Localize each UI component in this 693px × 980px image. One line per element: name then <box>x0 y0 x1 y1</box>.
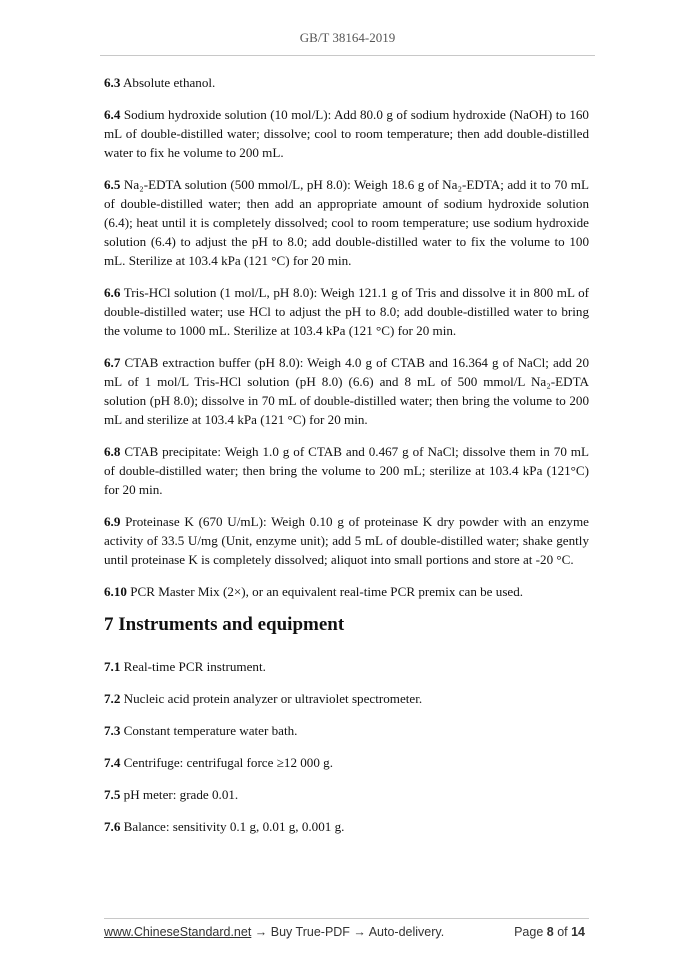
clause-text: Real-time PCR instrument. <box>123 659 266 674</box>
clause-text: CTAB extraction buffer (pH 8.0): Weigh 4.0 g of CTAB and 16.364 g of NaCl; add 20 mL of 1 mol/L Tris-HCl solution (pH 8.0) (6.6) and 8 mL of 500 mmol/L Na₂-EDTA solution (pH 8.0); dissolve in 70 mL of double-distilled water; then bring the volume to 200 mL and sterilize at 103.4 kPa (121 °C) for 20 min. <box>104 355 589 427</box>
clause-6-10 <box>104 582 589 601</box>
page-total: 14 <box>571 925 585 939</box>
site-link[interactable]: www.ChineseStandard.net <box>104 925 252 939</box>
clause-6-5 <box>104 175 589 270</box>
clause-number: 6.7 <box>104 355 121 370</box>
clause-text: Absolute ethanol. <box>122 75 216 90</box>
clause-number: 6.4 <box>104 107 121 122</box>
clause-7-5 <box>104 785 589 804</box>
clause-text: Centrifuge: centrifugal force ≥12 000 g. <box>123 755 333 770</box>
clause-number: 7.4 <box>104 755 121 770</box>
page-counter <box>514 925 585 939</box>
clause-text: Na₂-EDTA solution (500 mmol/L, pH 8.0): Weigh 18.6 g of Na₂-EDTA; add it to 70 mL of double-distilled water; then add an appropriate amount of sodium hydroxide solution (6.4); heat until it is completely dissolved; cool to room temperature; use sodium hydroxide solution (6.4) to adjust the pH to 8.0; add double-distilled water to fix the volume to 100 mL. Sterilize at 103.4 kPa (121 °C) for 20 min. <box>104 177 589 268</box>
clause-text: Proteinase K (670 U/mL): Weigh 0.10 g of proteinase K dry powder with an enzyme activity of 33.5 U/mg (Unit, enzyme unit); add 5 mL of double-distilled water; shake gently until proteinase K is completely dissolved; aliquot into small portions and store at -20 °C. <box>104 514 589 567</box>
clause-7-6 <box>104 817 589 836</box>
page-word: Page <box>514 925 547 939</box>
doc-id: GB/T 38164-2019 <box>299 30 396 45</box>
clause-number: 7.1 <box>104 659 121 674</box>
clause-text: PCR Master Mix (2×), or an equivalent real-time PCR premix can be used. <box>130 584 524 599</box>
footer-tagline: → Buy True-PDF → Auto-delivery. <box>251 925 445 939</box>
clause-6-3 <box>104 73 589 92</box>
clause-text: pH meter: grade 0.01. <box>123 787 239 802</box>
clause-text: Constant temperature water bath. <box>123 723 298 738</box>
section-heading: 7 Instruments and equipment <box>104 614 345 635</box>
clause-text: Tris-HCl solution (1 mol/L, pH 8.0): Weigh 121.1 g of Tris and dissolve it in 800 mL of double-distilled water; use HCl to adjust the pH to 8.0; add double-distilled water to bring the volume to 1000 mL. Sterilize at 103.4 kPa (121 °C) for 20 min. <box>104 285 589 338</box>
clause-number: 7.5 <box>104 787 121 802</box>
clause-6-4 <box>104 105 589 162</box>
page-number: 8 <box>546 925 554 939</box>
clause-number: 7.2 <box>104 691 121 706</box>
clause-6-7 <box>104 353 589 429</box>
clause-7-4 <box>104 753 589 772</box>
clause-text: Sodium hydroxide solution (10 mol/L): Add 80.0 g of sodium hydroxide (NaOH) to 160 mL of double-distilled water; dissolve; cool to room temperature; then add double-distilled water to fix he volume to 200 mL. <box>104 107 589 160</box>
clause-number: 6.5 <box>104 177 121 192</box>
of-word: of <box>553 925 572 939</box>
clause-number: 7.6 <box>104 819 121 834</box>
clause-6-6 <box>104 283 589 340</box>
page-footer <box>104 918 589 939</box>
clause-text: Nucleic acid protein analyzer or ultraviolet spectrometer. <box>123 691 423 706</box>
clause-6-8 <box>104 442 589 499</box>
page-content <box>104 73 589 849</box>
clause-7-2 <box>104 689 589 708</box>
clause-7-1 <box>104 657 589 676</box>
clause-number: 6.3 <box>104 75 121 90</box>
clause-text: Balance: sensitivity 0.1 g, 0.01 g, 0.001 g. <box>123 819 345 834</box>
clause-6-9 <box>104 512 589 569</box>
clause-number: 6.9 <box>104 514 121 529</box>
clause-number: 6.10 <box>104 584 127 599</box>
clause-number: 6.8 <box>104 444 121 459</box>
clause-text: CTAB precipitate: Weigh 1.0 g of CTAB and 0.467 g of NaCl; dissolve them in 70 mL of double-distilled water; then bring the volume to 200 mL; sterilize at 103.4 kPa (121°C) for 20 min. <box>104 444 589 497</box>
clause-7-3 <box>104 721 589 740</box>
clause-number: 6.6 <box>104 285 121 300</box>
page-header <box>100 30 595 56</box>
clause-number: 7.3 <box>104 723 121 738</box>
